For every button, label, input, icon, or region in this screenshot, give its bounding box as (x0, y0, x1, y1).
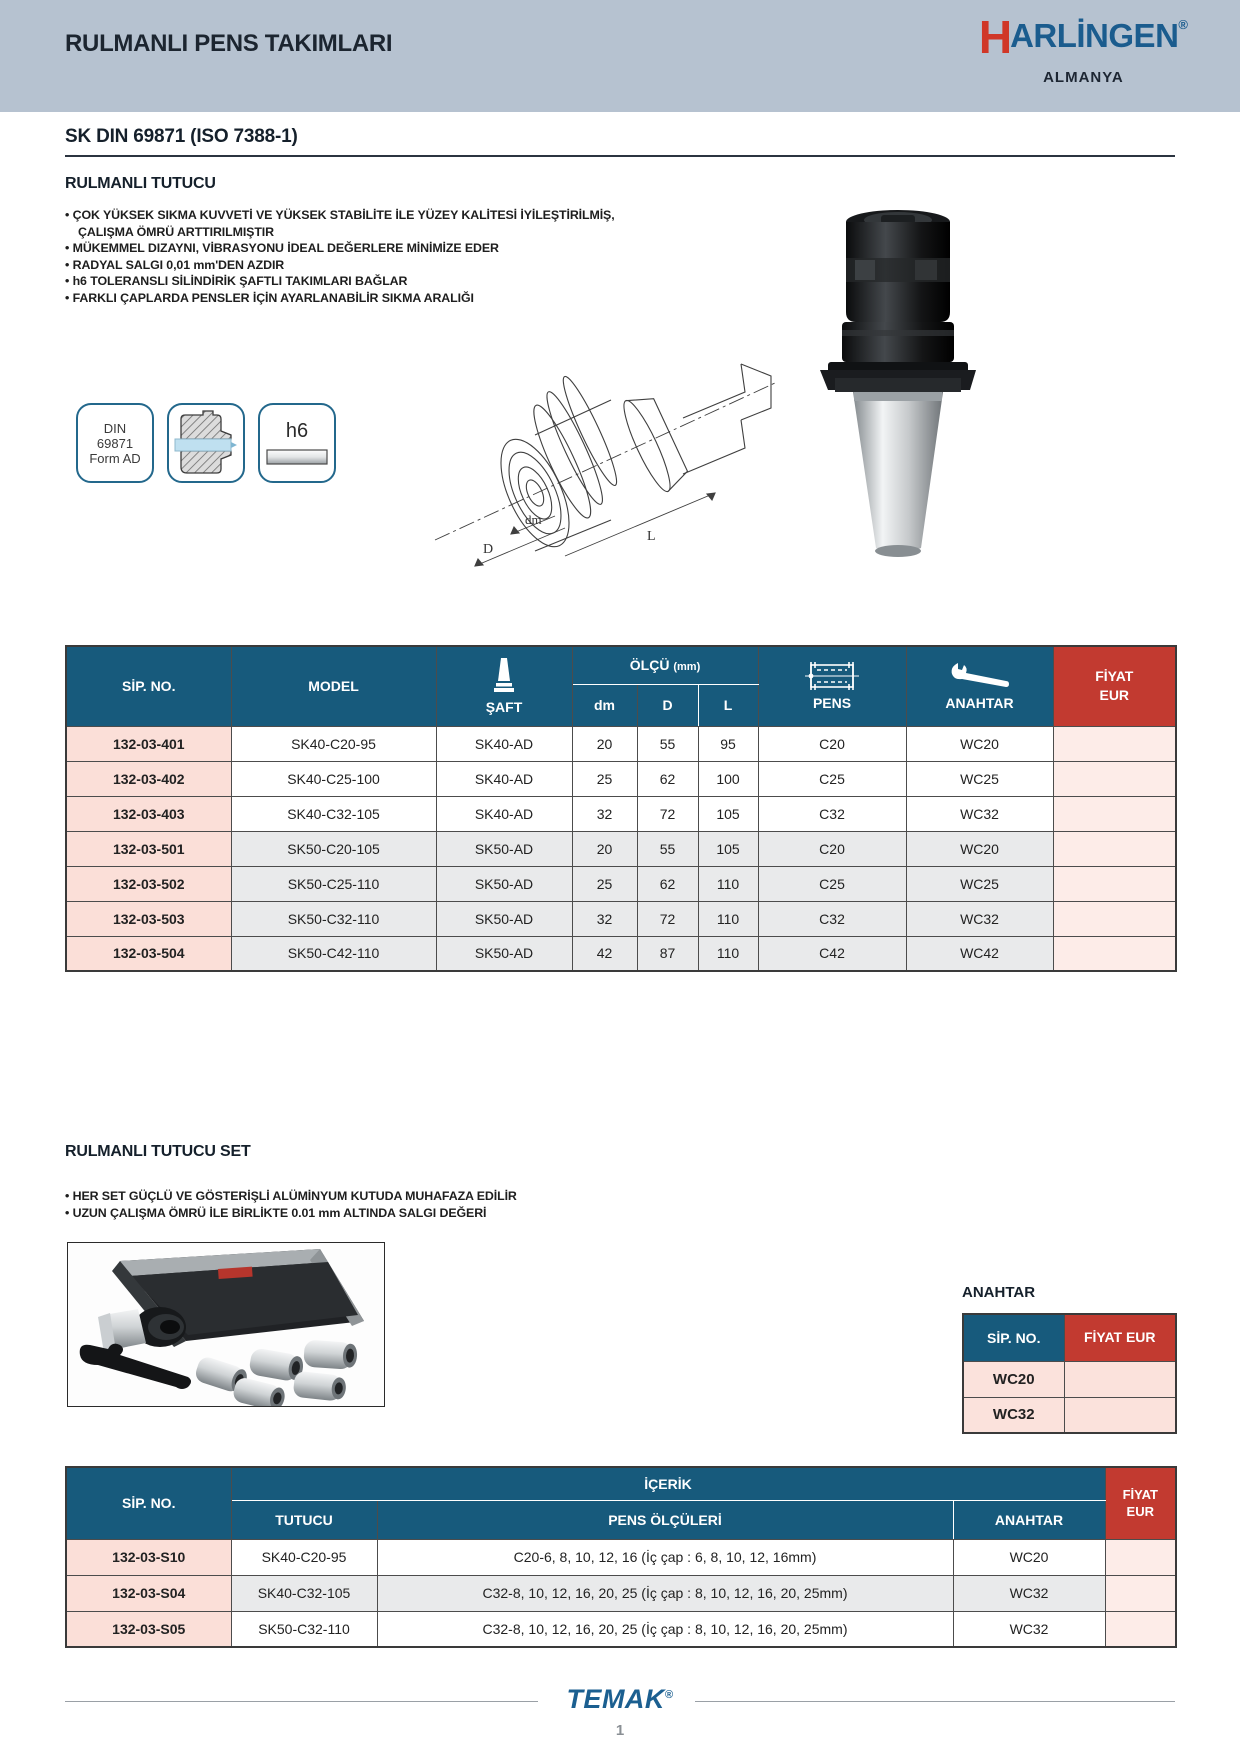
table-cell-price (1053, 796, 1176, 831)
table-row (66, 901, 1176, 936)
table-cell-l: 110 (698, 901, 758, 936)
badges-row (76, 403, 336, 483)
table-cell-saft: SK40-AD (436, 726, 572, 761)
table-cell-model: SK40-C32-105 (231, 796, 436, 831)
olcu-unit: (mm) (673, 661, 701, 674)
col-header-fiyat (1105, 1467, 1176, 1539)
table-cell-price (1053, 866, 1176, 901)
wrench-price-table (962, 1313, 1177, 1434)
table-cell-price (1105, 1575, 1176, 1611)
fiyat-label: FİYAT (1122, 1487, 1158, 1503)
dim-label-dm: dm (525, 512, 542, 527)
table-cell-anahtar: WC20 (953, 1539, 1105, 1575)
table-cell-anahtar: WC25 (906, 761, 1053, 796)
table-cell-price (1053, 901, 1176, 936)
registered-mark: ® (1178, 17, 1188, 32)
cross-section-icon (173, 409, 239, 477)
dim-label-l: L (647, 529, 656, 544)
standard-title: SK DIN 69871 (ISO 7388-1) (65, 126, 298, 147)
table-cell-d: 62 (637, 761, 698, 796)
col-header-l: L (698, 684, 758, 726)
badge-line: DIN (103, 420, 127, 436)
brand-block (978, 11, 1188, 86)
col-header-anahtar (906, 646, 1053, 726)
badge-line: 69871 (96, 435, 134, 451)
col-header-fiyat: FİYAT EUR (1064, 1314, 1176, 1361)
table-cell-tutucu: SK50-C32-110 (231, 1611, 377, 1647)
table-cell-saft: SK50-AD (436, 901, 572, 936)
col-header-sip: SİP. NO. (66, 1467, 231, 1539)
table-cell-sip: 132-03-S04 (66, 1575, 231, 1611)
sets-table (65, 1466, 1177, 1648)
table-cell-sip: 132-03-503 (66, 901, 231, 936)
col-header-anahtar-label: ANAHTAR (945, 695, 1014, 712)
page-title: RULMANLI PENS TAKIMLARI (65, 30, 393, 57)
holders-table (65, 645, 1177, 972)
table-cell-anahtar: WC20 (906, 831, 1053, 866)
table-cell-pens: C32-8, 10, 12, 16, 20, 25 (İç çap : 8, 10, 12, 16, 20, 25mm) (377, 1575, 953, 1611)
bullet-item: • HER SET GÜÇLÜ VE GÖSTERİŞLİ ALÜMİNYUM KUTUDA MUHAFAZA EDİLİR (65, 1188, 705, 1205)
table-cell-sip: 132-03-S05 (66, 1611, 231, 1647)
table-cell-price (1064, 1361, 1176, 1397)
table-cell-sip: 132-03-402 (66, 761, 231, 796)
table-cell-saft: SK40-AD (436, 796, 572, 831)
harlingen-logo (978, 11, 1188, 63)
shank-icon (264, 447, 330, 467)
anahtar-table-title: ANAHTAR (962, 1284, 1036, 1301)
table-cell-l: 105 (698, 796, 758, 831)
table-cell-model: SK40-C20-95 (231, 726, 436, 761)
table-cell-anahtar: WC32 (906, 796, 1053, 831)
table-cell-model: SK40-C25-100 (231, 761, 436, 796)
table-cell-l: 110 (698, 866, 758, 901)
table-row (66, 1539, 1176, 1575)
bullet-item: • ÇOK YÜKSEK SIKMA KUVVETİ VE YÜKSEK STABİLİTE İLE YÜZEY KALİTESİ İYİLEŞTİRİLMİŞ, ÇALIŞMA ÖMRÜ ARTTIRILMIŞTIR (65, 207, 650, 240)
temak-registered-mark: ® (664, 1689, 674, 1701)
table-cell-d: 72 (637, 901, 698, 936)
table-cell-l: 110 (698, 936, 758, 971)
brand-wordmark: ARLİNGEN (1010, 17, 1179, 54)
table-cell-dm: 25 (572, 761, 637, 796)
table-cell-dm: 42 (572, 936, 637, 971)
table-cell-price (1053, 831, 1176, 866)
bullet-item: • FARKLI ÇAPLARDA PENSLER İÇİN AYARLANABİLİR SIKMA ARALIĞI (65, 290, 650, 307)
table-cell-pens: C20 (758, 831, 906, 866)
table-cell-model: SK50-C32-110 (231, 901, 436, 936)
col-header-sip: SİP. NO. (66, 646, 231, 726)
table-cell-tutucu: SK40-C20-95 (231, 1539, 377, 1575)
table-cell-dm: 32 (572, 796, 637, 831)
table-cell-pens: C32 (758, 901, 906, 936)
col-header-sip: SİP. NO. (963, 1314, 1064, 1361)
table-cell-price (1064, 1397, 1176, 1433)
table-cell-saft: SK50-AD (436, 831, 572, 866)
table-row (66, 1611, 1176, 1647)
col-header-fiyat (1053, 646, 1176, 726)
table-cell-tutucu: SK40-C32-105 (231, 1575, 377, 1611)
bullet-item: • MÜKEMMEL DIZAYNI, VİBRASYONU İDEAL DEĞERLERE MİNİMİZE EDER (65, 240, 650, 257)
set-photo (67, 1242, 385, 1407)
col-header-dm: dm (572, 684, 637, 726)
table-row (66, 796, 1176, 831)
table-cell-dm: 20 (572, 831, 637, 866)
table-cell-dm: 20 (572, 726, 637, 761)
table-cell-l: 105 (698, 831, 758, 866)
table-row (66, 831, 1176, 866)
table-cell-saft: SK50-AD (436, 866, 572, 901)
table-cell-anahtar: WC25 (906, 866, 1053, 901)
table-cell-pens: C25 (758, 866, 906, 901)
table-cell-d: 62 (637, 866, 698, 901)
col-header-pens-olculeri: PENS ÖLÇÜLERİ (377, 1500, 953, 1539)
h6-label: h6 (285, 419, 309, 442)
table-cell-sip: WC32 (963, 1397, 1064, 1433)
table-cell-l: 100 (698, 761, 758, 796)
fiyat-label: FİYAT (1095, 668, 1134, 685)
table-cell-saft: SK50-AD (436, 936, 572, 971)
table-cell-sip: 132-03-502 (66, 866, 231, 901)
table-cell-sip: 132-03-403 (66, 796, 231, 831)
table-cell-saft: SK40-AD (436, 761, 572, 796)
section2-title: RULMANLI TUTUCU SET (65, 1143, 251, 1160)
table-cell-model: SK50-C25-110 (231, 866, 436, 901)
table-cell-d: 87 (637, 936, 698, 971)
table-cell-anahtar: WC32 (953, 1575, 1105, 1611)
table-cell-price (1053, 761, 1176, 796)
din-form-badge (76, 403, 154, 483)
table-cell-pens: C20 (758, 726, 906, 761)
dim-label-d: D (483, 542, 494, 557)
col-header-anahtar: ANAHTAR (953, 1500, 1105, 1539)
bullet-item: • h6 TOLERANSLI SİLİNDİRİK ŞAFTLI TAKIMLARI BAĞLAR (65, 273, 650, 290)
collet-icon (803, 661, 861, 691)
table-cell-sip: 132-03-504 (66, 936, 231, 971)
table-cell-price (1053, 936, 1176, 971)
section1-title: RULMANLI TUTUCU (65, 175, 216, 192)
col-header-icerik: İÇERİK (231, 1467, 1105, 1500)
table-row (66, 866, 1176, 901)
table-row (66, 936, 1176, 971)
col-header-saft (436, 646, 572, 726)
table-cell-dm: 32 (572, 901, 637, 936)
table-cell-anahtar: WC32 (953, 1611, 1105, 1647)
table-cell-model: SK50-C20-105 (231, 831, 436, 866)
section1-bullets (65, 207, 650, 306)
table-row (66, 726, 1176, 761)
table-cell-price (1053, 726, 1176, 761)
table-cell-anahtar: WC32 (906, 901, 1053, 936)
table-cell-pens: C32 (758, 796, 906, 831)
h6-tolerance-badge (258, 403, 336, 483)
col-header-pens-label: PENS (812, 695, 852, 712)
col-header-saft-label: ŞAFT (485, 699, 523, 716)
wrench-icon (948, 661, 1012, 691)
technical-drawing (415, 328, 785, 573)
table-cell-price (1105, 1539, 1176, 1575)
page-header (0, 0, 1240, 112)
table-cell-pens: C20-6, 8, 10, 12, 16 (İç çap : 6, 8, 10, 12, 16mm) (377, 1539, 953, 1575)
table-cell-sip: 132-03-S10 (66, 1539, 231, 1575)
table-cell-dm: 25 (572, 866, 637, 901)
table-cell-pens: C42 (758, 936, 906, 971)
table-cell-pens: C32-8, 10, 12, 16, 20, 25 (İç çap : 8, 10, 12, 16, 20, 25mm) (377, 1611, 953, 1647)
eur-label: EUR (1099, 687, 1130, 704)
table-cell-sip: 132-03-401 (66, 726, 231, 761)
col-header-tutucu: TUTUCU (231, 1500, 377, 1539)
col-header-pens (758, 646, 906, 726)
table-row (963, 1361, 1176, 1397)
page-number: 1 (615, 1722, 625, 1739)
col-header-olcu (572, 646, 758, 684)
eur-label: EUR (1126, 1504, 1154, 1520)
brand-country: ALMANYA (1043, 69, 1124, 86)
table-cell-d: 55 (637, 831, 698, 866)
bullet-item: • RADYAL SALGI 0,01 mm'DEN AZDIR (65, 257, 650, 274)
table-cell-model: SK50-C42-110 (231, 936, 436, 971)
title-rule (65, 155, 1175, 157)
table-cell-sip: WC20 (963, 1361, 1064, 1397)
table-row (66, 761, 1176, 796)
table-cell-anahtar: WC20 (906, 726, 1053, 761)
table-cell-d: 55 (637, 726, 698, 761)
table-cell-price (1105, 1611, 1176, 1647)
col-header-d: D (637, 684, 698, 726)
table-cell-pens: C25 (758, 761, 906, 796)
temak-wordmark: TEMAK (566, 1684, 665, 1714)
section2-bullets (65, 1188, 705, 1221)
temak-logo (0, 1686, 1240, 1713)
table-cell-sip: 132-03-501 (66, 831, 231, 866)
badge-line: Form AD (89, 450, 141, 466)
col-header-model: MODEL (231, 646, 436, 726)
olcu-label: ÖLÇÜ (629, 657, 670, 674)
taper-shank-icon (491, 657, 517, 695)
cross-section-badge (167, 403, 245, 483)
bullet-item: • UZUN ÇALIŞMA ÖMRÜ İLE BİRLİKTE 0.01 mm ALTINDA SALGI DEĞERİ (65, 1205, 705, 1222)
product-photo (795, 200, 1005, 565)
table-row (66, 1575, 1176, 1611)
table-cell-anahtar: WC42 (906, 936, 1053, 971)
table-cell-d: 72 (637, 796, 698, 831)
table-row (963, 1397, 1176, 1433)
table-cell-l: 95 (698, 726, 758, 761)
brand-letter: H (978, 11, 1011, 63)
